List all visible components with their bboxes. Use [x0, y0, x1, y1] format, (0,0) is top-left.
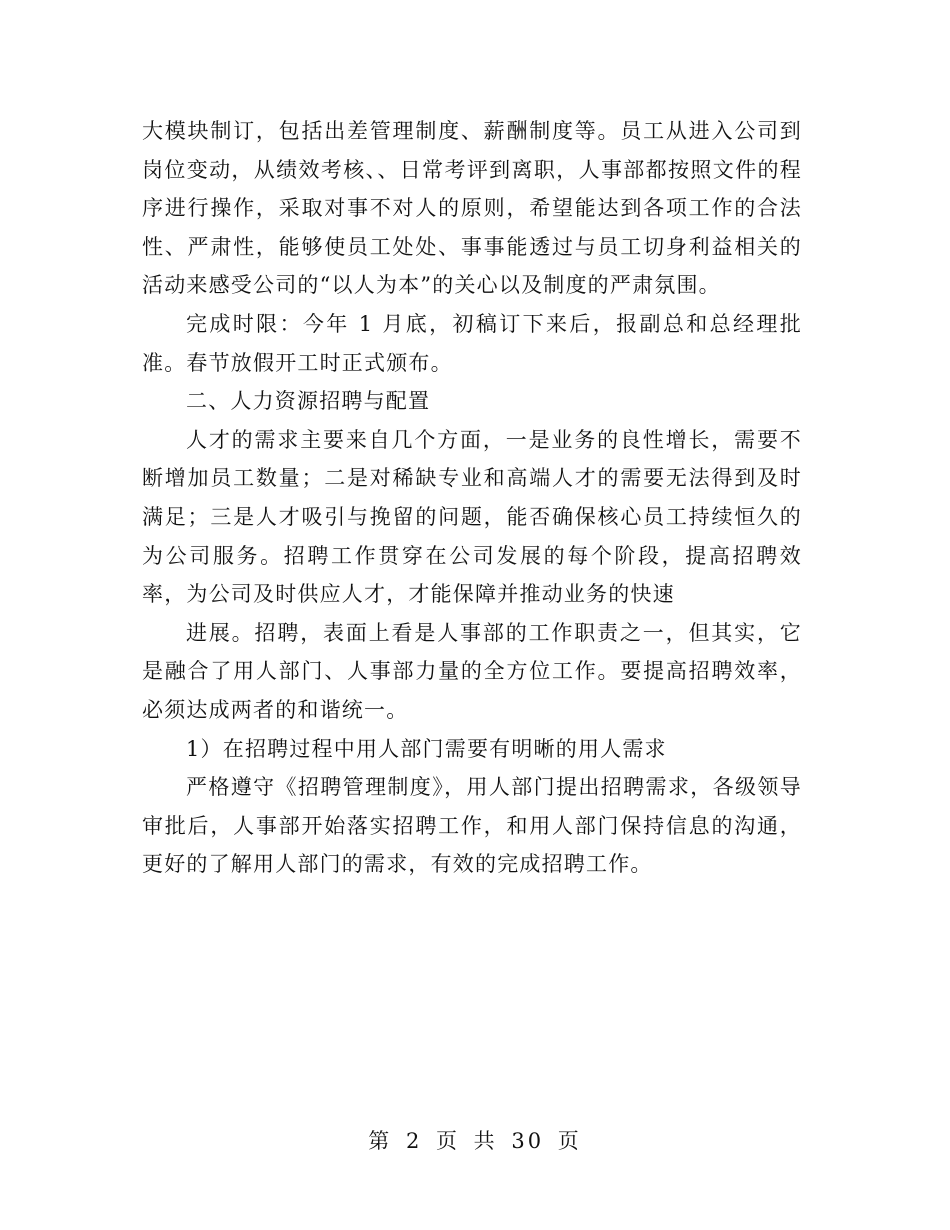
section-heading-recruitment: 二、人力资源招聘与配置	[186, 389, 431, 414]
paragraph-talent-demand: 人才的需求主要来自几个方面，一是业务的良性增长，需要不断增加员工数量；二是对稀缺专业和高端人才的需要无法得到及时满足；三是人才吸引与挽留的问题，能否确保核心员工持续恒久的为公司服务。招聘工作贯穿在公司发展的每个阶段，提高招聘效率，为公司及时供应人才，才能保障并推动业务的快速	[142, 427, 802, 607]
paragraph-1: 大模块制订，包括出差管理制度、薪酬制度等。员工从进入公司到岗位变动，从绩效考核、、日常考评到离职，人事部都按照文件的程序进行操作，采取对事不对人的原则，希望能达到各项工作的合法性、严肃性，能够使员工处处、事事能透过与员工切身利益相关的活动来感受公司的“以人为本”的关心以及制度的严肃氛围。	[142, 119, 802, 298]
paragraph-deadline: 完成时限：今年 1 月底，初稿订下来后，报副总和总经理批准。春节放假开工时正式颁布。	[142, 311, 802, 375]
document-body	[142, 112, 802, 884]
subheading-clear-demand: 1）在招聘过程中用人部门需要有明晰的用人需求	[186, 736, 667, 761]
paragraph-compliance: 严格遵守《招聘管理制度》，用人部门提出招聘需求，各级领导审批后，人事部开始落实招聘工作，和用人部门保持信息的沟通，更好的了解用人部门的需求，有效的完成招聘工作。	[142, 775, 802, 877]
paragraph-progress: 进展。招聘，表面上看是人事部的工作职责之一，但其实，它是融合了用人部门、人事部力量的全方位工作。要提高招聘效率，必须达成两者的和谐统一。	[142, 620, 802, 722]
page-footer: 第 2 页 共 30 页	[368, 1129, 582, 1153]
